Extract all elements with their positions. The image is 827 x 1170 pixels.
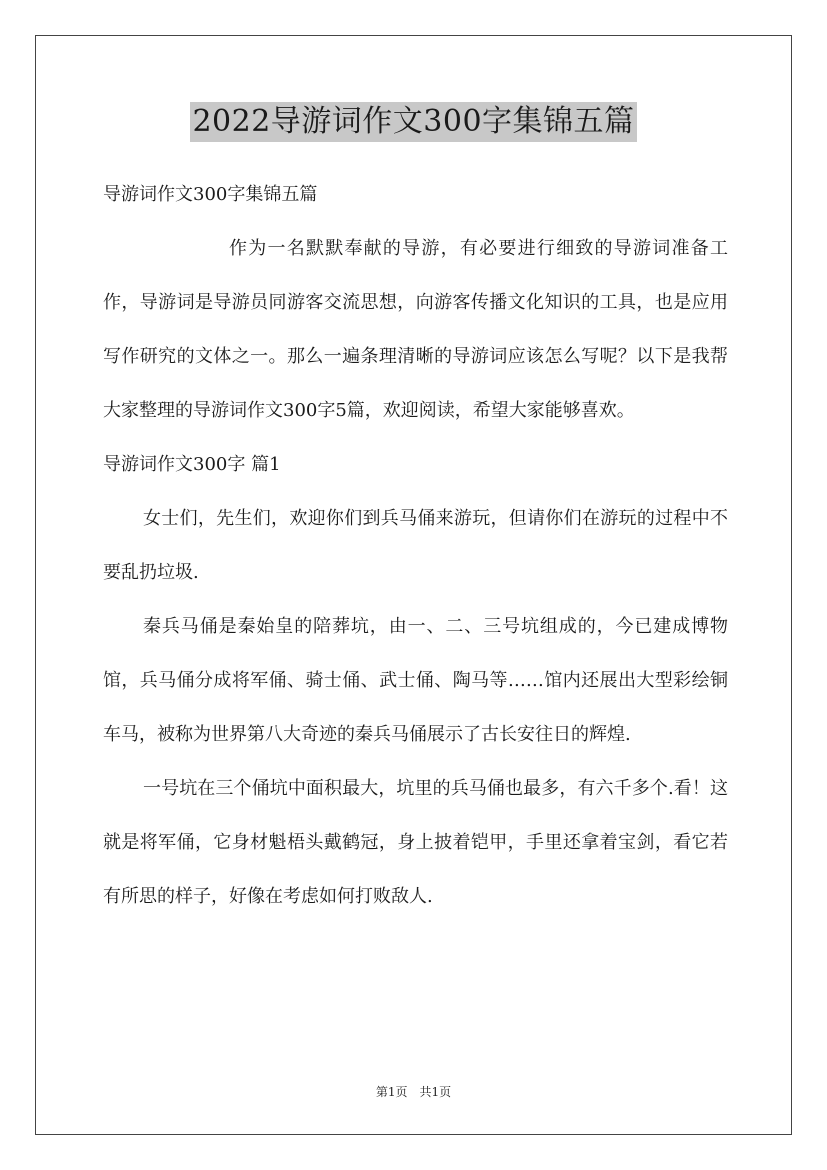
document-title: 2022导游词作文300字集锦五篇 [190, 102, 636, 142]
intro-paragraph: 作为一名默默奉献的导游，有必要进行细致的导游词准备工作，导游词是导游员同游客交流思想，向游客传播文化知识的工具，也是应用写作研究的文体之一。那么一遍条理清晰的导游词应该怎么写呢？以下是我帮大家整理的导游词作文300字5篇，欢迎阅读，希望大家能够喜欢。 [103, 238, 728, 421]
page-footer [0, 1084, 827, 1100]
document-body [103, 168, 728, 924]
section-heading: 导游词作文300字 篇1 [103, 454, 281, 475]
body-paragraph-2: 秦兵马俑是秦始皇的陪葬坑，由一、二、三号坑组成的，今已建成博物馆，兵马俑分成将军俑、骑士俑、武士俑、陶马等……馆内还展出大型彩绘铜车马，被称为世界第八大奇迹的秦兵马俑展示了古长安往日的辉煌. [103, 616, 728, 745]
document-subtitle: 导游词作文300字集锦五篇 [103, 184, 318, 205]
document-title-block [0, 101, 827, 142]
page-number: 第1页 共1页 [375, 1085, 452, 1099]
body-paragraph-1: 女士们，先生们，欢迎你们到兵马俑来游玩，但请你们在游玩的过程中不要乱扔垃圾. [103, 508, 728, 583]
body-paragraph-3: 一号坑在三个俑坑中面积最大，坑里的兵马俑也最多，有六千多个.看！这就是将军俑，它身材魁梧头戴鹤冠，身上披着铠甲，手里还拿着宝剑，看它若有所思的样子，好像在考虑如何打败敌人. [103, 778, 728, 907]
